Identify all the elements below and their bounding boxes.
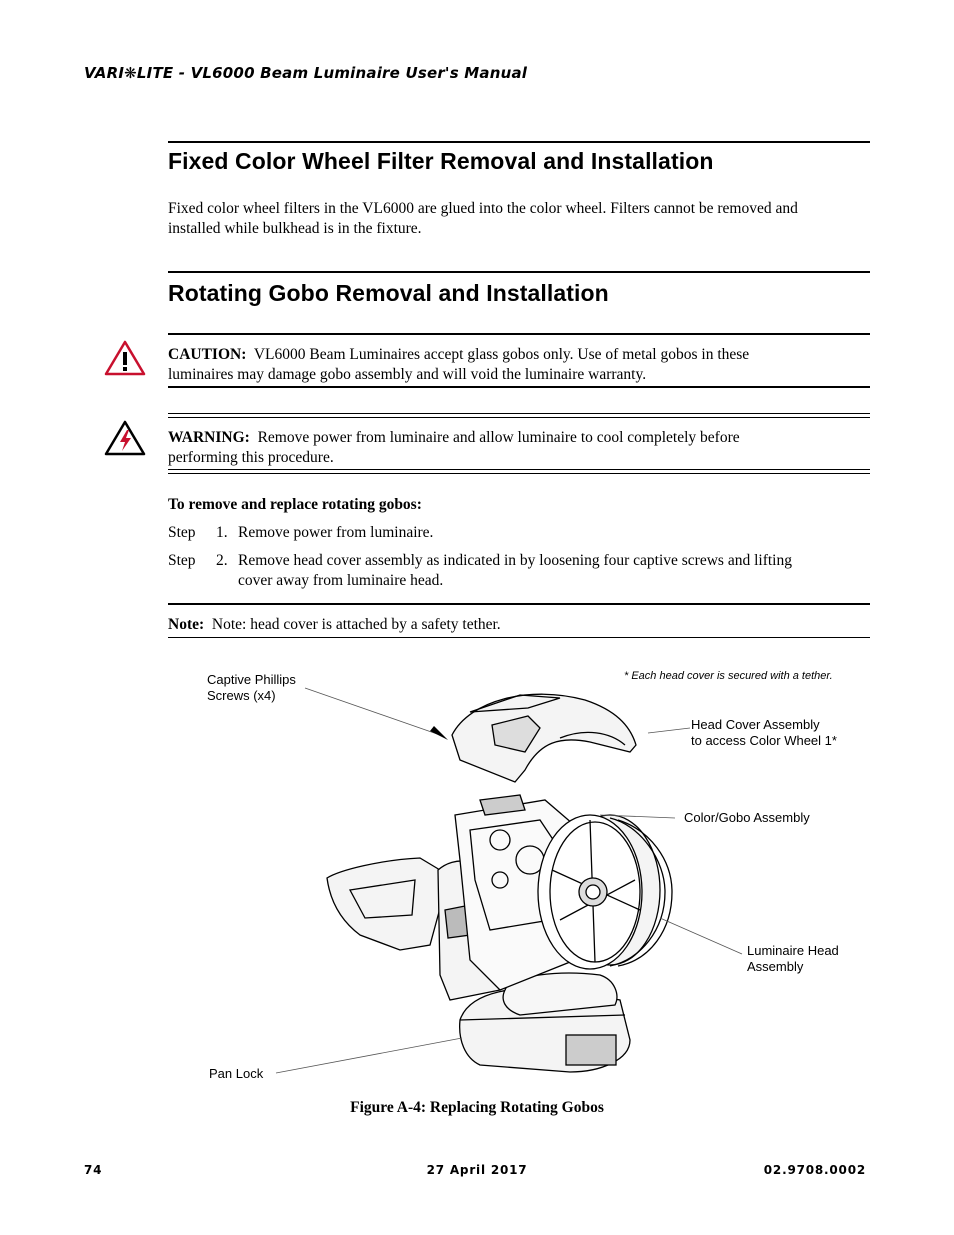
callout-line: to access Color Wheel 1* (691, 733, 837, 748)
section-rule (168, 141, 870, 143)
section-rule (168, 271, 870, 273)
note-label: Note: (168, 616, 205, 633)
caution-label: CAUTION: (168, 346, 247, 363)
section-paragraph (168, 199, 870, 239)
callout-luminaire-head (747, 943, 839, 975)
step-word: Step (168, 552, 196, 569)
step-text (238, 551, 858, 591)
caution-line: luminaires may damage gobo assembly and will void the luminaire warranty. (168, 366, 647, 383)
warning-bottom-rule (168, 469, 870, 470)
leader-arrowhead (430, 726, 448, 740)
warning-label: WARNING: (168, 429, 250, 446)
figure-caption: Figure A-4: Replacing Rotating Gobos (350, 1099, 604, 1116)
figure-footnote: * Each head cover is secured with a tether. (624, 670, 833, 682)
caution-text (168, 345, 870, 385)
note-text (168, 615, 870, 635)
section-heading-rotating-gobo: Rotating Gobo Removal and Installation (168, 280, 609, 306)
callout-line: Captive Phillips (207, 672, 296, 687)
callout-line: Head Cover Assembly (691, 717, 820, 732)
caution-line: VL6000 Beam Luminaires accept glass gobos only. Use of metal gobos in these (253, 346, 750, 363)
callout-color-gobo: Color/Gobo Assembly (684, 810, 810, 825)
doc-number: 02.9708.0002 (763, 1163, 866, 1177)
paragraph-line: installed while bulkhead is in the fixture. (168, 220, 422, 237)
callout-line: Assembly (747, 959, 804, 974)
page-number: 74 (84, 1163, 103, 1177)
step-text-line: Remove head cover assembly as indicated in by loosening four captive screws and lifting (238, 552, 792, 569)
caution-triangle-icon (104, 340, 146, 376)
warning-bottom-rule (168, 473, 870, 474)
note-top-rule (168, 603, 870, 605)
step-text: Remove power from luminaire. (238, 524, 434, 541)
warning-top-rule (168, 417, 870, 418)
luminaire-illustration (0, 640, 954, 1090)
section-heading-fixed-color: Fixed Color Wheel Filter Removal and Installation (168, 148, 714, 174)
step-word: Step (168, 524, 196, 541)
note-bottom-rule (168, 637, 870, 638)
callout-line: Screws (x4) (207, 688, 276, 703)
electrical-hazard-icon (104, 420, 146, 456)
callout-pan-lock: Pan Lock (209, 1066, 264, 1081)
step-number: 2. (216, 552, 228, 569)
warning-text (168, 428, 870, 468)
note-body: Note: head cover is attached by a safety tether. (211, 616, 501, 633)
warning-line: performing this procedure. (168, 449, 334, 466)
warning-line: Remove power from luminaire and allow luminaire to cool completely before (257, 429, 740, 446)
step-number: 1. (216, 524, 228, 541)
warning-top-rule (168, 413, 870, 414)
running-header: VARI❋LITE - VL6000 Beam Luminaire User's Manual (84, 64, 528, 82)
callout-head-cover (691, 717, 837, 749)
callout-line: Luminaire Head (747, 943, 839, 958)
caution-top-rule (168, 333, 870, 335)
callout-captive-screws (207, 672, 296, 704)
caution-bottom-rule (168, 386, 870, 388)
procedure-title: To remove and replace rotating gobos: (168, 496, 422, 513)
paragraph-line: Fixed color wheel filters in the VL6000 are glued into the color wheel. Filters cannot be removed and (168, 200, 798, 217)
step-text-line: cover away from luminaire head. (238, 572, 444, 589)
footer-date: 27 April 2017 (426, 1163, 528, 1177)
